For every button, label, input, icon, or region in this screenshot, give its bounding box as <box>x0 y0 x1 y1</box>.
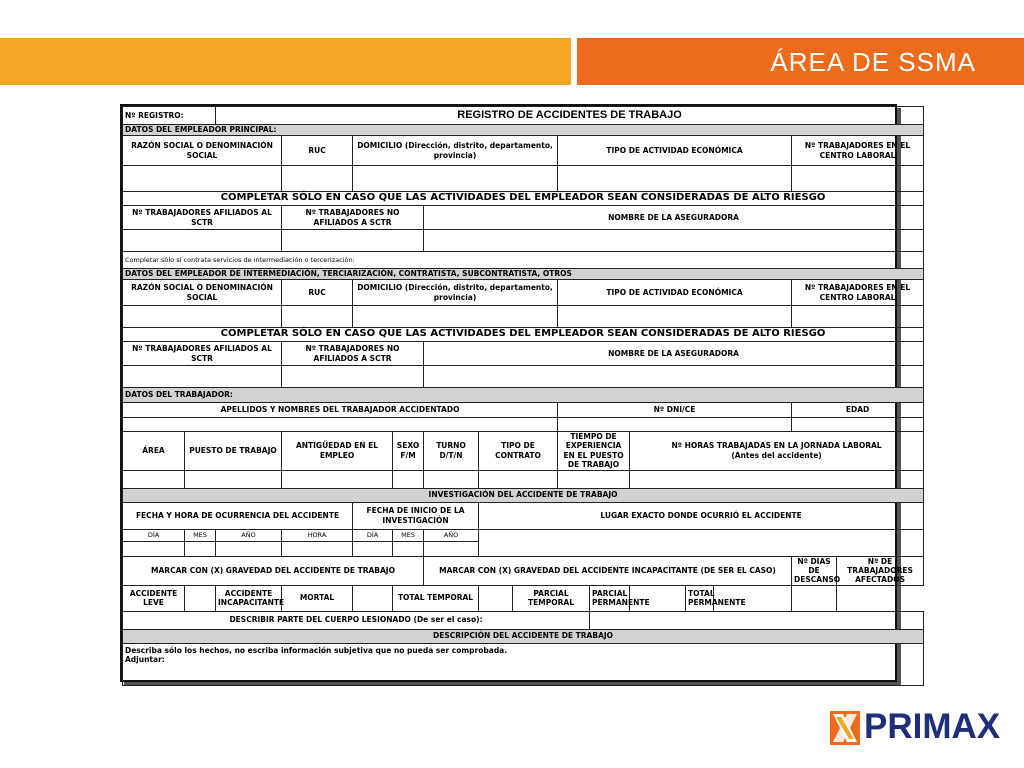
label-hora: HORA <box>282 529 353 541</box>
field-experiencia[interactable] <box>558 470 630 488</box>
label-razon-social-2: RAZÓN SOCIAL O DENOMINACIÓN SOCIAL <box>123 280 282 306</box>
note-tercerizacion: Completar sólo si contrata servicios de intermediación o tercerización: <box>123 252 924 269</box>
label-dia-2: DÍA <box>353 529 393 541</box>
field-contrato[interactable] <box>479 470 558 488</box>
label-aseguradora: NOMBRE DE LA ASEGURADORA <box>424 206 924 230</box>
label-actividad: TIPO DE ACTIVIDAD ECONÓMICA <box>558 136 792 166</box>
adjuntar-label: Adjuntar: <box>125 655 165 664</box>
field-no-afiliados[interactable] <box>282 230 424 252</box>
section-descripcion: DESCRIPCIÓN DEL ACCIDENTE DE TRABAJO <box>123 629 924 643</box>
describa-instruction: Describa sólo los hechos, no escriba información subjetiva que no pueda ser comprobada. <box>125 645 508 655</box>
check-mortal[interactable] <box>353 585 393 611</box>
alto-riesgo-heading: COMPLETAR SÓLO EN CASO QUE LAS ACTIVIDADES DEL EMPLEADOR SEAN CONSIDERADAS DE ALTO RIESGO <box>123 192 924 206</box>
label-ruc-2: RUC <box>282 280 353 306</box>
field-mes-2[interactable] <box>393 541 424 556</box>
label-mes: MES <box>185 529 216 541</box>
primax-logo-text: PRIMAX <box>864 707 1001 746</box>
label-mortal: MORTAL <box>282 585 353 611</box>
header-bar-left <box>0 38 571 85</box>
form-table <box>122 106 924 686</box>
label-afiliados-2: Nº TRABAJADORES AFILIADOS AL SCTR <box>123 342 282 366</box>
label-trabajadores: Nº TRABAJADORES EN EL CENTRO LABORAL <box>792 136 924 166</box>
label-mes-2: MES <box>393 529 424 541</box>
label-gravedad-incapacitante: MARCAR CON (X) GRAVEDAD DEL ACCIDENTE INCAPACITANTE (DE SER EL CASO) <box>424 556 792 585</box>
check-total-temporal[interactable] <box>479 585 513 611</box>
field-lugar[interactable] <box>479 529 924 556</box>
label-total-permanente: TOTAL PERMANENTE <box>686 585 714 611</box>
field-afiliados[interactable] <box>123 230 282 252</box>
field-mes[interactable] <box>185 541 216 556</box>
label-trabajadores-2: Nº TRABAJADORES EN EL CENTRO LABORAL <box>792 280 924 306</box>
label-nombres: APELLIDOS Y NOMBRES DEL TRABAJADOR ACCIDENTADO <box>123 403 558 418</box>
label-ruc: RUC <box>282 136 353 166</box>
label-no-afiliados: Nº TRABAJADORES NO AFILIADOS A SCTR <box>282 206 424 230</box>
primax-logo-mark <box>830 711 860 745</box>
field-ruc-2[interactable] <box>282 306 353 328</box>
label-experiencia: TIEMPO DE EXPERIENCIA EN EL PUESTO DE TRABAJO <box>558 432 630 471</box>
label-edad: EDAD <box>792 403 924 418</box>
field-nombres[interactable] <box>123 418 558 432</box>
field-actividad[interactable] <box>558 166 792 192</box>
label-horas <box>630 432 924 471</box>
label-lugar: LUGAR EXACTO DONDE OCURRIÓ EL ACCIDENTE <box>479 502 924 529</box>
field-puesto[interactable] <box>185 470 282 488</box>
field-descripcion[interactable] <box>123 643 924 685</box>
field-afiliados-2[interactable] <box>123 366 282 388</box>
label-horas-title: Nº HORAS TRABAJADAS EN LA JORNADA LABORAL <box>671 441 882 451</box>
alto-riesgo-heading-2: COMPLETAR SÓLO EN CASO QUE LAS ACTIVIDADES DEL EMPLEADOR SEAN CONSIDERADAS DE ALTO RIESGO <box>123 328 924 342</box>
label-puesto: PUESTO DE TRABAJO <box>185 432 282 471</box>
registro-label: Nº REGISTRO: <box>123 107 216 125</box>
field-no-afiliados-2[interactable] <box>282 366 424 388</box>
slide-title: ÁREA DE SSMA <box>770 47 976 77</box>
field-dia[interactable] <box>123 541 185 556</box>
field-sexo[interactable] <box>393 470 424 488</box>
label-aseguradora-2: NOMBRE DE LA ASEGURADORA <box>424 342 924 366</box>
label-anio-2: AÑO <box>424 529 479 541</box>
field-trabajadores-2[interactable] <box>792 306 924 328</box>
field-trabajadores[interactable] <box>792 166 924 192</box>
field-antiguedad[interactable] <box>282 470 393 488</box>
field-afectados[interactable] <box>792 585 837 611</box>
field-actividad-2[interactable] <box>558 306 792 328</box>
label-area: ÁREA <box>123 432 185 471</box>
section-investigation: INVESTIGACIÓN DEL ACCIDENTE DE TRABAJO <box>123 488 924 502</box>
field-dni[interactable] <box>558 418 792 432</box>
field-anio-2[interactable] <box>424 541 479 556</box>
label-cuerpo: DESCRIBIR PARTE DEL CUERPO LESIONADO (De ser el caso): <box>123 611 590 629</box>
label-parcial-permanente: PARCIAL PERMANENTE <box>590 585 630 611</box>
section-employer: DATOS DEL EMPLEADOR PRINCIPAL: <box>123 125 924 136</box>
field-anio[interactable] <box>216 541 282 556</box>
label-dia: DÍA <box>123 529 185 541</box>
section-intermediacion: DATOS DEL EMPLEADOR DE INTERMEDIACIÓN, TERCIARIZACIÓN, CONTRATISTA, SUBCONTRATISTA, OTROS <box>123 269 924 280</box>
label-no-afiliados-2: Nº TRABAJADORES NO AFILIADOS A SCTR <box>282 342 424 366</box>
label-sexo: SEXO F/M <box>393 432 424 471</box>
label-parcial-temporal: PARCIAL TEMPORAL <box>513 585 590 611</box>
field-razon-social[interactable] <box>123 166 282 192</box>
label-domicilio-2: DOMICILIO (Dirección, distrito, departamento, provincia) <box>353 280 558 306</box>
field-cuerpo[interactable] <box>590 611 924 629</box>
field-razon-social-2[interactable] <box>123 306 282 328</box>
label-actividad-2: TIPO DE ACTIVIDAD ECONÓMICA <box>558 280 792 306</box>
label-dni: Nº DNI/CE <box>558 403 792 418</box>
field-domicilio[interactable] <box>353 166 558 192</box>
check-leve[interactable] <box>185 585 216 611</box>
label-afectados: Nº DE TRABAJADORES AFECTADOS <box>837 556 924 585</box>
field-edad[interactable] <box>792 418 924 432</box>
label-incapacitante: ACCIDENTE INCAPACITANTE <box>216 585 282 611</box>
field-horas[interactable] <box>630 470 924 488</box>
label-total-temporal: TOTAL TEMPORAL <box>393 585 479 611</box>
section-worker: DATOS DEL TRABAJADOR: <box>123 388 924 403</box>
label-dias-descanso: Nº DÍAS DE DESCANSO <box>792 556 837 585</box>
label-anio: AÑO <box>216 529 282 541</box>
label-leve: ACCIDENTE LEVE <box>123 585 185 611</box>
label-fecha-inicio: FECHA DE INICIO DE LA INVESTIGACIÓN <box>353 502 479 529</box>
label-razon-social: RAZÓN SOCIAL O DENOMINACIÓN SOCIAL <box>123 136 282 166</box>
field-aseguradora-2[interactable] <box>424 366 924 388</box>
field-domicilio-2[interactable] <box>353 306 558 328</box>
field-turno[interactable] <box>424 470 479 488</box>
primax-logo <box>830 707 1002 747</box>
label-turno: TURNO D/T/N <box>424 432 479 471</box>
field-area[interactable] <box>123 470 185 488</box>
field-ruc[interactable] <box>282 166 353 192</box>
field-dia-2[interactable] <box>353 541 393 556</box>
field-hora[interactable] <box>282 541 353 556</box>
field-aseguradora[interactable] <box>424 230 924 252</box>
accident-register-form <box>120 104 913 682</box>
label-fecha-hora: FECHA Y HORA DE OCURRENCIA DEL ACCIDENTE <box>123 502 353 529</box>
label-gravedad: MARCAR CON (X) GRAVEDAD DEL ACCIDENTE DE TRABAJO <box>123 556 424 585</box>
label-antiguedad: ANTIGÜEDAD EN EL EMPLEO <box>282 432 393 471</box>
form-title: REGISTRO DE ACCIDENTES DE TRABAJO <box>216 107 924 125</box>
label-horas-sub: (Antes del accidente) <box>731 450 822 460</box>
label-afiliados: Nº TRABAJADORES AFILIADOS AL SCTR <box>123 206 282 230</box>
label-domicilio: DOMICILIO (Dirección, distrito, departamento, provincia) <box>353 136 558 166</box>
label-contrato: TIPO DE CONTRATO <box>479 432 558 471</box>
